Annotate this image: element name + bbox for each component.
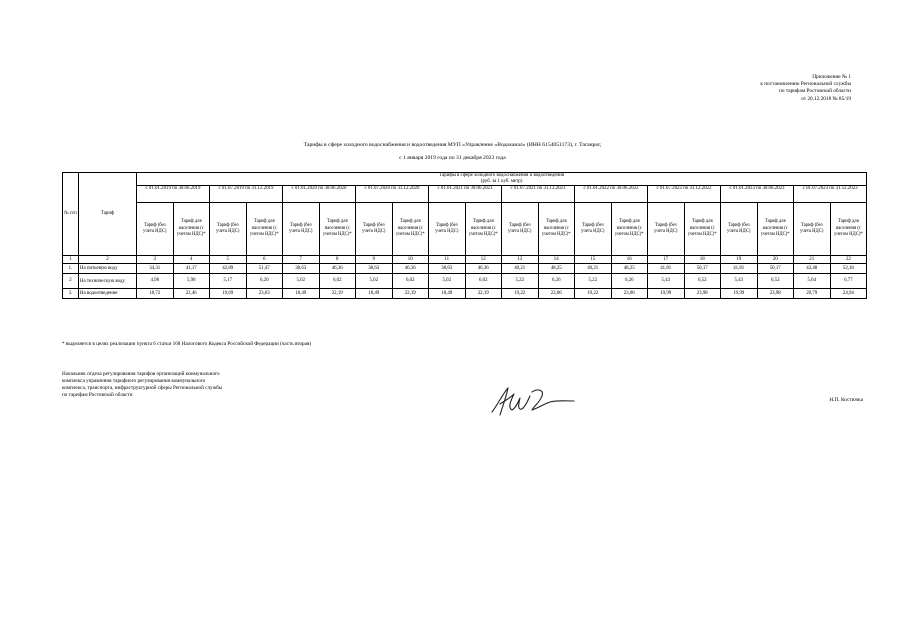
- column-number: 13: [502, 256, 539, 264]
- period-header: с 01.01.2021 по 30.06.2021: [429, 186, 502, 203]
- tariff-value-cell: 38,63: [429, 264, 466, 274]
- subheader-no-vat: Тариф (без учета НДС): [648, 203, 685, 256]
- tariff-value-cell: 19,22: [502, 289, 539, 299]
- period-header: с 01.07.2021 по 31.12.2021: [502, 186, 575, 203]
- column-number: 4: [173, 256, 210, 264]
- signer-position-line: по тарифам Ростовской области: [62, 392, 133, 398]
- appendix-line: по тарифам Ростовской области: [779, 88, 851, 95]
- tariff-value-cell: 5,43: [648, 274, 685, 289]
- appendix-note: [631, 74, 851, 103]
- header-group-unit: (руб. за 1 куб. метр): [480, 179, 523, 184]
- tariff-value-cell: 18,72: [137, 289, 174, 299]
- tariff-value-cell: 5,02: [356, 274, 393, 289]
- tariff-value-cell: 34,31: [137, 264, 174, 274]
- appendix-line: от 20.12.2018 № 85/19: [801, 95, 851, 102]
- row-number: 2: [63, 274, 79, 289]
- column-number: 22: [830, 256, 867, 264]
- tariff-value-cell: 40,21: [575, 264, 612, 274]
- tariff-table-header: [63, 173, 867, 256]
- subheader-population: Тариф для населения (с учетом НДС)*: [538, 203, 575, 256]
- table-row: [63, 264, 867, 274]
- tariff-value-cell: 6,77: [830, 274, 867, 289]
- tariff-value-cell: 20,79: [794, 289, 831, 299]
- column-number: 16: [611, 256, 648, 264]
- tariff-value-cell: 23,63: [246, 289, 283, 299]
- column-number: 11: [429, 256, 466, 264]
- column-number: 14: [538, 256, 575, 264]
- tariff-value-cell: 46,36: [465, 264, 502, 274]
- document-title: Тарифы в сфере холодного водоснабжения и водоотведения МУП «Управление «Водоканал» (ИНН 6154051173), г. Таганрог,: [303, 142, 602, 148]
- period-header: с 01.01.2019 по 30.06.2019: [137, 186, 210, 203]
- subheader-population: Тариф для населения (с учетом НДС)*: [830, 203, 867, 256]
- tariff-value-cell: 38,63: [356, 264, 393, 274]
- table-row: [63, 274, 867, 289]
- row-number: 1.: [63, 264, 79, 274]
- column-number: 17: [648, 256, 685, 264]
- period-header: с 01.01.2023 по 30.06.2023: [721, 186, 794, 203]
- subheader-no-vat: Тариф (без учета НДС): [794, 203, 831, 256]
- tariff-value-cell: 6,02: [392, 274, 429, 289]
- tariff-value-cell: 19,99: [721, 289, 758, 299]
- table-row: [63, 289, 867, 299]
- header-tariff: Тариф: [79, 173, 137, 256]
- appendix-line: Приложение № 1: [812, 74, 851, 80]
- tariff-value-cell: 6,02: [465, 274, 502, 289]
- column-number: 10: [392, 256, 429, 264]
- column-number: 12: [465, 256, 502, 264]
- column-number: 2: [79, 256, 137, 264]
- tariff-value-cell: 19,22: [575, 289, 612, 299]
- column-number: 9: [356, 256, 393, 264]
- subheader-no-vat: Тариф (без учета НДС): [283, 203, 320, 256]
- row-tariff-name: На водоотведение: [79, 289, 137, 299]
- subheader-no-vat: Тариф (без учета НДС): [137, 203, 174, 256]
- subheader-population: Тариф для населения (с учетом НДС)*: [465, 203, 502, 256]
- footnote: * выделяется в целях реализации пункта 6 статьи 168 Налогового Кодекса Российской Федерации (часть вторая): [62, 341, 312, 347]
- tariff-value-cell: 23,98: [684, 289, 721, 299]
- tariff-value-cell: 50,17: [684, 264, 721, 274]
- column-number: 1: [63, 256, 79, 264]
- signer-position: [62, 371, 292, 399]
- column-number: 5: [210, 256, 247, 264]
- column-number: 18: [684, 256, 721, 264]
- row-tariff-name: На питьевую воду: [79, 264, 137, 274]
- tariff-value-cell: 24,94: [830, 289, 867, 299]
- subheader-population: Тариф для населения (с учетом НДС)*: [757, 203, 794, 256]
- subheader-no-vat: Тариф (без учета НДС): [502, 203, 539, 256]
- subheader-population: Тариф для населения (с учетом НДС)*: [684, 203, 721, 256]
- tariff-value-cell: 50,17: [757, 264, 794, 274]
- tariff-value-cell: 22,46: [173, 289, 210, 299]
- tariff-value-cell: 51,47: [246, 264, 283, 274]
- tariff-value-cell: 5,02: [283, 274, 320, 289]
- column-number: 6: [246, 256, 283, 264]
- tariff-value-cell: 22,19: [319, 289, 356, 299]
- header-group-line: Тарифы в сфере холодного водоснабжения и водоотведения: [439, 173, 565, 178]
- tariff-value-cell: 40,21: [502, 264, 539, 274]
- tariff-value-cell: 19,69: [210, 289, 247, 299]
- appendix-line: к постановлению Региональной службы: [760, 81, 851, 88]
- tariff-value-cell: 23,06: [538, 289, 575, 299]
- tariff-value-cell: 23,98: [757, 289, 794, 299]
- tariff-value-cell: 18,49: [283, 289, 320, 299]
- header-group: [137, 173, 867, 186]
- tariff-value-cell: 5,22: [575, 274, 612, 289]
- period-header: с 01.07.2022 по 31.12.2022: [648, 186, 721, 203]
- column-number: 19: [721, 256, 758, 264]
- tariff-value-cell: 22,19: [392, 289, 429, 299]
- tariff-value-cell: 43,48: [794, 264, 831, 274]
- tariff-value-cell: 18,49: [429, 289, 466, 299]
- signer-position-line: Начальник отдела регулирования тарифов организаций коммунального: [62, 371, 220, 377]
- tariff-value-cell: 46,36: [319, 264, 356, 274]
- column-number: 7: [283, 256, 320, 264]
- subheader-population: Тариф для населения (с учетом НДС)*: [611, 203, 648, 256]
- tariff-value-cell: 5,43: [721, 274, 758, 289]
- document-period: с 1 января 2019 года по 31 декабря 2023 года: [399, 155, 506, 161]
- period-header: с 01.07.2023 по 31.12.2023: [794, 186, 867, 203]
- subheader-no-vat: Тариф (без учета НДС): [721, 203, 758, 256]
- row-tariff-name: На техническую воду: [79, 274, 137, 289]
- tariff-value-cell: 5,17: [210, 274, 247, 289]
- tariff-table-body: [63, 256, 867, 299]
- tariff-value-cell: 22,19: [465, 289, 502, 299]
- tariff-value-cell: 23,06: [611, 289, 648, 299]
- tariff-value-cell: 41,17: [173, 264, 210, 274]
- tariff-value-cell: 48,25: [611, 264, 648, 274]
- subheader-no-vat: Тариф (без учета НДС): [429, 203, 466, 256]
- tariff-value-cell: 6,26: [538, 274, 575, 289]
- subheader-population: Тариф для населения (с учетом НДС)*: [319, 203, 356, 256]
- tariff-value-cell: 52,18: [830, 264, 867, 274]
- subheader-no-vat: Тариф (без учета НДС): [575, 203, 612, 256]
- tariff-value-cell: 41,81: [648, 264, 685, 274]
- tariff-value-cell: 6,52: [684, 274, 721, 289]
- tariff-value-cell: 5,64: [794, 274, 831, 289]
- tariff-value-cell: 41,81: [721, 264, 758, 274]
- signer-position-line: комплекса управления тарифного регулирования коммунального: [62, 378, 206, 384]
- tariff-value-cell: 19,99: [648, 289, 685, 299]
- column-number: 20: [757, 256, 794, 264]
- period-header: с 01.07.2020 по 31.12.2020: [356, 186, 429, 203]
- tariff-value-cell: 6,20: [246, 274, 283, 289]
- period-header: с 01.01.2022 по 30.06.2022: [575, 186, 648, 203]
- tariff-value-cell: 5,02: [429, 274, 466, 289]
- tariff-value-cell: 5,98: [173, 274, 210, 289]
- period-header: с 01.01.2020 по 30.06.2020: [283, 186, 356, 203]
- subheader-population: Тариф для населения (с учетом НДС)*: [173, 203, 210, 256]
- tariff-value-cell: 48,25: [538, 264, 575, 274]
- tariff-value-cell: 5,22: [502, 274, 539, 289]
- subheader-population: Тариф для населения (с учетом НДС)*: [246, 203, 283, 256]
- tariff-table: [62, 172, 867, 299]
- handwritten-signature: [488, 384, 578, 418]
- tariff-value-cell: 6,52: [757, 274, 794, 289]
- tariff-value-cell: 38,63: [283, 264, 320, 274]
- tariff-value-cell: 4,98: [137, 274, 174, 289]
- period-header: с 01.07.2019 по 31.12.2019: [210, 186, 283, 203]
- column-number: 3: [137, 256, 174, 264]
- tariff-value-cell: 6,02: [319, 274, 356, 289]
- header-num: № п/п: [63, 173, 79, 256]
- subheader-population: Тариф для населения (с учетом НДС)*: [392, 203, 429, 256]
- signer-name: Н.П. Костючка: [829, 397, 863, 403]
- tariff-value-cell: 42,89: [210, 264, 247, 274]
- tariff-value-cell: 6,26: [611, 274, 648, 289]
- column-number: 15: [575, 256, 612, 264]
- column-number: 21: [794, 256, 831, 264]
- column-number: 8: [319, 256, 356, 264]
- tariff-value-cell: 18,49: [356, 289, 393, 299]
- tariff-value-cell: 46,36: [392, 264, 429, 274]
- subheader-no-vat: Тариф (без учета НДС): [356, 203, 393, 256]
- row-number: 3.: [63, 289, 79, 299]
- subheader-no-vat: Тариф (без учета НДС): [210, 203, 247, 256]
- signer-position-line: комплекса, транспорта, инфраструктурной сферы Региональной службы: [62, 385, 223, 391]
